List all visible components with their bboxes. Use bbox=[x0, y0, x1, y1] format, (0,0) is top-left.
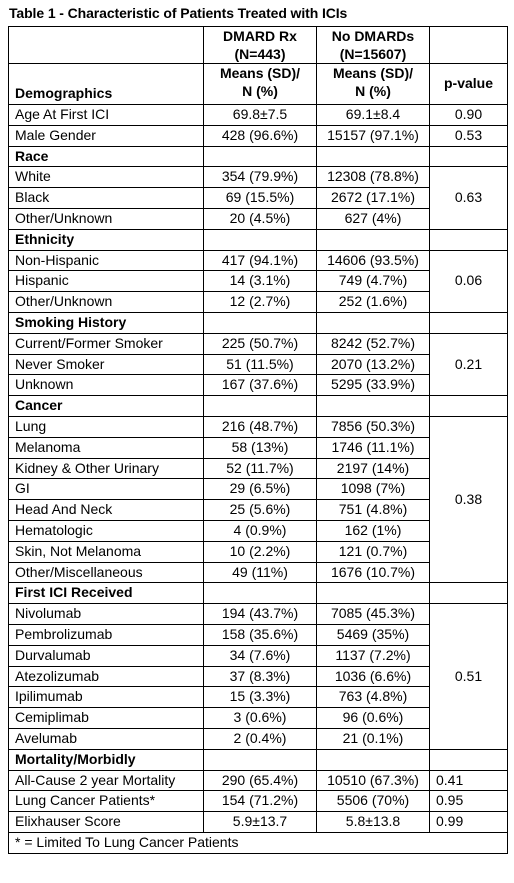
row-label: Unknown bbox=[9, 375, 204, 396]
no-dmard-value: 2070 (13.2%) bbox=[317, 354, 430, 375]
pvalue: 0.90 bbox=[430, 105, 508, 126]
row-label: Non-Hispanic bbox=[9, 250, 204, 271]
no-dmard-value: 5506 (70%) bbox=[317, 791, 430, 812]
row-label: All-Cause 2 year Mortality bbox=[9, 770, 204, 791]
section-header-mortality: Mortality/Morbidly bbox=[9, 749, 204, 770]
dmard-value: 51 (11.5%) bbox=[204, 354, 317, 375]
row-label: Pembrolizumab bbox=[9, 624, 204, 645]
no-dmard-value: 1746 (11.1%) bbox=[317, 437, 430, 458]
dmard-value: 225 (50.7%) bbox=[204, 333, 317, 354]
no-dmard-value: 8242 (52.7%) bbox=[317, 333, 430, 354]
dmard-value: 58 (13%) bbox=[204, 437, 317, 458]
section-header-row bbox=[9, 396, 508, 417]
no-dmard-value: 21 (0.1%) bbox=[317, 728, 430, 749]
table-title: Table 1 - Characteristic of Patients Treated with ICIs bbox=[9, 5, 348, 21]
pvalue: 0.38 bbox=[430, 416, 508, 582]
pvalue: 0.41 bbox=[430, 770, 508, 791]
no-dmard-value: 1676 (10.7%) bbox=[317, 562, 430, 583]
header-row-measures bbox=[9, 64, 508, 105]
no-dmard-value: 14606 (93.5%) bbox=[317, 250, 430, 271]
dmard-value: 3 (0.6%) bbox=[204, 708, 317, 729]
dmard-group-header: DMARD Rx (N=443) bbox=[204, 27, 317, 64]
dmard-value: 4 (0.9%) bbox=[204, 520, 317, 541]
dmard-value: 52 (11.7%) bbox=[204, 458, 317, 479]
no-dmard-value: 2672 (17.1%) bbox=[317, 188, 430, 209]
no-dmard-value: 1098 (7%) bbox=[317, 479, 430, 500]
row-label: Black bbox=[9, 188, 204, 209]
dmard-value: 428 (96.6%) bbox=[204, 125, 317, 146]
table-row bbox=[9, 125, 508, 146]
no-dmard-value: 162 (1%) bbox=[317, 520, 430, 541]
footnote-row bbox=[9, 832, 508, 853]
row-label: Atezolizumab bbox=[9, 666, 204, 687]
no-dmard-value: 121 (0.7%) bbox=[317, 541, 430, 562]
pvalue: 0.51 bbox=[430, 604, 508, 750]
dmard-value: 34 (7.6%) bbox=[204, 645, 317, 666]
no-dmard-value: 12308 (78.8%) bbox=[317, 167, 430, 188]
section-header-cancer: Cancer bbox=[9, 396, 204, 417]
no-dmard-value: 69.1±8.4 bbox=[317, 105, 430, 126]
row-label: Elixhauser Score bbox=[9, 812, 204, 833]
row-label: Kidney & Other Urinary bbox=[9, 458, 204, 479]
table-row bbox=[9, 333, 508, 354]
dmard-value: 20 (4.5%) bbox=[204, 208, 317, 229]
dmard-value: 37 (8.3%) bbox=[204, 666, 317, 687]
dmard-value: 49 (11%) bbox=[204, 562, 317, 583]
header-row-groups bbox=[9, 27, 508, 64]
section-header-row bbox=[9, 312, 508, 333]
no-dmard-group-header: No DMARDs (N=15607) bbox=[317, 27, 430, 64]
empty-header-cell bbox=[430, 27, 508, 64]
table-row bbox=[9, 604, 508, 625]
no-dmard-value: 252 (1.6%) bbox=[317, 292, 430, 313]
dmard-value: 10 (2.2%) bbox=[204, 541, 317, 562]
row-label: Lung bbox=[9, 416, 204, 437]
pvalue: 0.99 bbox=[430, 812, 508, 833]
dmard-value: 154 (71.2%) bbox=[204, 791, 317, 812]
no-dmard-value: 15157 (97.1%) bbox=[317, 125, 430, 146]
dmard-value: 29 (6.5%) bbox=[204, 479, 317, 500]
table-row bbox=[9, 105, 508, 126]
no-dmard-value: 10510 (67.3%) bbox=[317, 770, 430, 791]
row-label: White bbox=[9, 167, 204, 188]
dmard-value: 417 (94.1%) bbox=[204, 250, 317, 271]
row-label: Nivolumab bbox=[9, 604, 204, 625]
row-label: Male Gender bbox=[9, 125, 204, 146]
no-dmard-value: 5469 (35%) bbox=[317, 624, 430, 645]
row-label: Avelumab bbox=[9, 728, 204, 749]
pvalue: 0.63 bbox=[430, 167, 508, 229]
section-header-row bbox=[9, 229, 508, 250]
table-row bbox=[9, 791, 508, 812]
table-row bbox=[9, 167, 508, 188]
no-dmard-value: 5.8±13.8 bbox=[317, 812, 430, 833]
demographics-header: Demographics bbox=[9, 64, 204, 105]
means-header: Means (SD)/ N (%) bbox=[204, 64, 317, 105]
section-header-smoking: Smoking History bbox=[9, 312, 204, 333]
dmard-value: 15 (3.3%) bbox=[204, 687, 317, 708]
section-header-ethnicity: Ethnicity bbox=[9, 229, 204, 250]
means-header: Means (SD)/ N (%) bbox=[317, 64, 430, 105]
footnote: * = Limited To Lung Cancer Patients bbox=[9, 832, 508, 853]
section-header-race: Race bbox=[9, 146, 204, 167]
row-label: Cemiplimab bbox=[9, 708, 204, 729]
dmard-value: 2 (0.4%) bbox=[204, 728, 317, 749]
dmard-value: 14 (3.1%) bbox=[204, 271, 317, 292]
patient-characteristics-table bbox=[8, 26, 508, 854]
pvalue: 0.53 bbox=[430, 125, 508, 146]
no-dmard-value: 1036 (6.6%) bbox=[317, 666, 430, 687]
dmard-value: 158 (35.6%) bbox=[204, 624, 317, 645]
dmard-value: 12 (2.7%) bbox=[204, 292, 317, 313]
dmard-value: 354 (79.9%) bbox=[204, 167, 317, 188]
dmard-value: 167 (37.6%) bbox=[204, 375, 317, 396]
no-dmard-value: 5295 (33.9%) bbox=[317, 375, 430, 396]
empty-header-cell bbox=[9, 27, 204, 64]
row-label: Current/Former Smoker bbox=[9, 333, 204, 354]
row-label: GI bbox=[9, 479, 204, 500]
row-label: Durvalumab bbox=[9, 645, 204, 666]
row-label: Skin, Not Melanoma bbox=[9, 541, 204, 562]
pvalue: 0.95 bbox=[430, 791, 508, 812]
no-dmard-value: 96 (0.6%) bbox=[317, 708, 430, 729]
dmard-value: 5.9±13.7 bbox=[204, 812, 317, 833]
no-dmard-value: 627 (4%) bbox=[317, 208, 430, 229]
row-label: Other/Unknown bbox=[9, 208, 204, 229]
row-label: Head And Neck bbox=[9, 500, 204, 521]
section-header-row bbox=[9, 749, 508, 770]
row-label: Other/Miscellaneous bbox=[9, 562, 204, 583]
no-dmard-value: 1137 (7.2%) bbox=[317, 645, 430, 666]
dmard-value: 290 (65.4%) bbox=[204, 770, 317, 791]
pvalue: 0.21 bbox=[430, 333, 508, 395]
dmard-value: 194 (43.7%) bbox=[204, 604, 317, 625]
section-header-row bbox=[9, 146, 508, 167]
no-dmard-value: 7085 (45.3%) bbox=[317, 604, 430, 625]
row-label: Hispanic bbox=[9, 271, 204, 292]
row-label: Lung Cancer Patients* bbox=[9, 791, 204, 812]
no-dmard-value: 7856 (50.3%) bbox=[317, 416, 430, 437]
no-dmard-value: 749 (4.7%) bbox=[317, 271, 430, 292]
pvalue-header: p-value bbox=[430, 64, 508, 105]
row-label: Never Smoker bbox=[9, 354, 204, 375]
table-row bbox=[9, 416, 508, 437]
dmard-value: 25 (5.6%) bbox=[204, 500, 317, 521]
dmard-value: 69.8±7.5 bbox=[204, 105, 317, 126]
table-row bbox=[9, 812, 508, 833]
table-row bbox=[9, 250, 508, 271]
no-dmard-value: 751 (4.8%) bbox=[317, 500, 430, 521]
dmard-value: 69 (15.5%) bbox=[204, 188, 317, 209]
dmard-value: 216 (48.7%) bbox=[204, 416, 317, 437]
section-header-row bbox=[9, 583, 508, 604]
row-label: Other/Unknown bbox=[9, 292, 204, 313]
row-label: Age At First ICI bbox=[9, 105, 204, 126]
section-header-first-ici: First ICI Received bbox=[9, 583, 204, 604]
row-label: Hematologic bbox=[9, 520, 204, 541]
table-row bbox=[9, 770, 508, 791]
row-label: Ipilimumab bbox=[9, 687, 204, 708]
pvalue: 0.06 bbox=[430, 250, 508, 312]
no-dmard-value: 763 (4.8%) bbox=[317, 687, 430, 708]
row-label: Melanoma bbox=[9, 437, 204, 458]
no-dmard-value: 2197 (14%) bbox=[317, 458, 430, 479]
